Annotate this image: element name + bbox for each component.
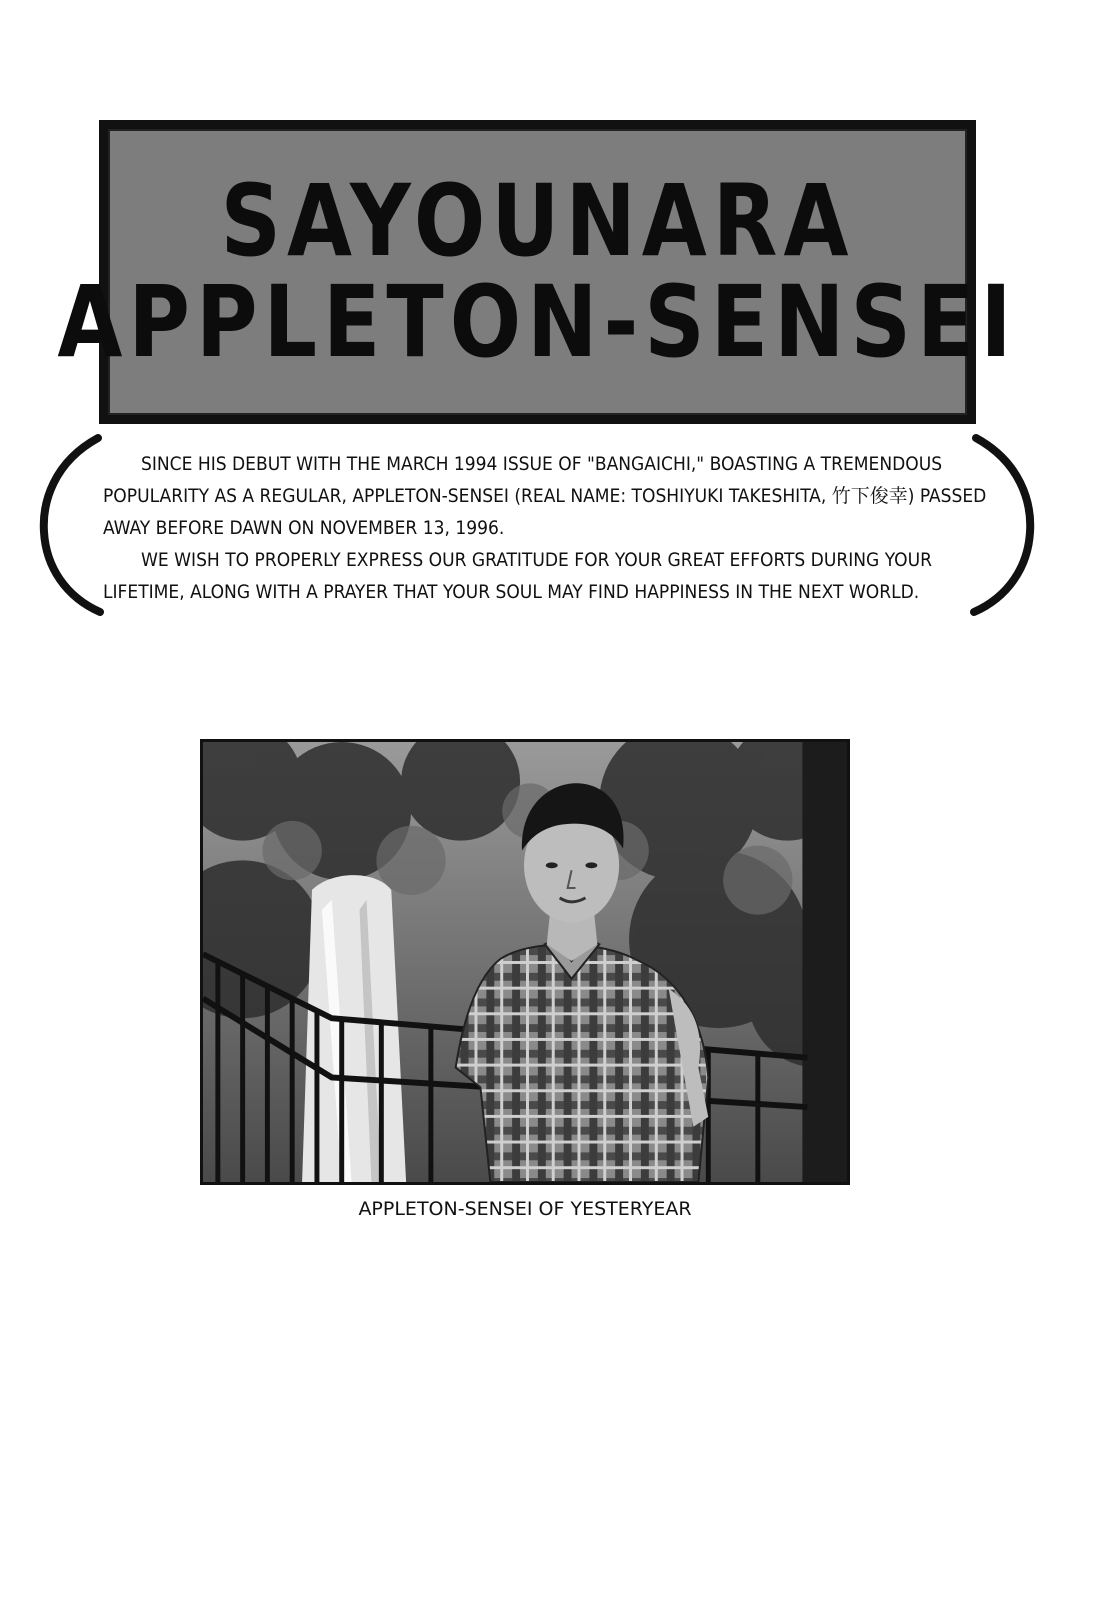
photo-caption: APPLETON-SENSEI OF YESTERYEAR [358, 1198, 692, 1220]
memorial-photo [200, 739, 850, 1185]
notice-paragraph-2: WE WISH TO PROPERLY EXPRESS OUR GRATITUDE FOR YOUR GREAT EFFORTS DURING YOUR LIFETIME, ALONG WITH A PRAYER THAT YOUR SOUL MAY FIND HAPPINESS IN THE NEXT WORLD. [103, 549, 932, 603]
notice-paragraph-1: SINCE HIS DEBUT WITH THE MARCH 1994 ISSUE OF "BANGAICHI," BOASTING A TREMENDOUS POPULARITY AS A REGULAR, APPLETON-SENSEI (REAL NAME: TOSHIYUKI TAKESHITA, 竹下俊幸) PASSED AWAY BEFORE DAWN ON NOVEMBER 13, 1996. [103, 453, 987, 539]
memorial-notice [103, 448, 988, 608]
title-banner [57, 120, 1018, 424]
photo-illustration [203, 742, 847, 1182]
title-line-1: SAYOUNARA [220, 163, 855, 279]
title-line-2: APPLETON-SENSEI [57, 264, 1018, 380]
left-bracket-icon [36, 432, 106, 617]
